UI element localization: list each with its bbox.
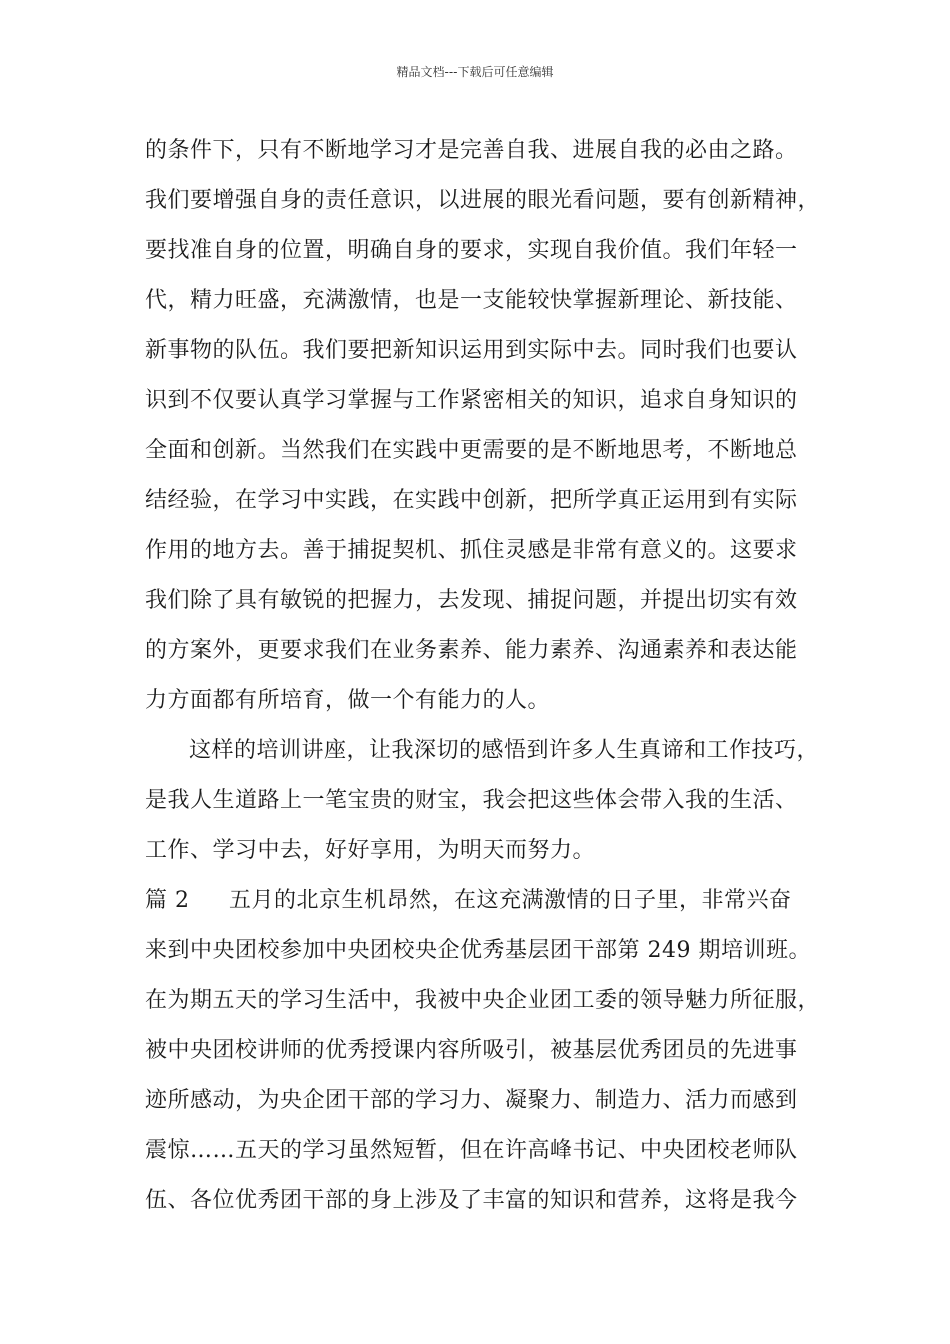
- text-line: 是我人生道路上一笔宝贵的财宝，我会把这些体会带入我的生活、: [145, 788, 798, 813]
- text-line: 来到中央团校参加中央团校央企优秀基层团干部第 249 期培训班。: [145, 938, 811, 963]
- text-line: 工作、学习中去，好好享用，为明天而努力。: [145, 838, 596, 863]
- text-line: 识到不仅要认真学习掌握与工作紧密相关的知识，追求自身知识的: [145, 388, 798, 413]
- text-line: 被中央团校讲师的优秀授课内容所吸引，被基层优秀团员的先进事: [145, 1038, 798, 1063]
- paragraph-start-line: 这样的培训讲座，让我深切的感悟到许多人生真谛和工作技巧，: [189, 738, 820, 763]
- section-label: 篇 2: [145, 888, 190, 913]
- text-line: 伍、各位优秀团干部的身上涉及了丰富的知识和营养，这将是我今: [145, 1188, 798, 1213]
- text-line: 结经验，在学习中实践，在实践中创新，把所学真正运用到有实际: [145, 488, 798, 513]
- text-line: 我们要增强自身的责任意识，以进展的眼光看问题，要有创新精神，: [145, 188, 821, 213]
- text-line: 作用的地方去。善于捕捉契机、抓住灵感是非常有意义的。这要求: [145, 538, 798, 563]
- section-start-line: [145, 876, 815, 926]
- text-line: 新事物的队伍。我们要把新知识运用到实际中去。同时我们也要认: [145, 338, 798, 363]
- page-header: 精品文档---下载后可任意编辑: [396, 65, 554, 79]
- text-line: 迹所感动，为央企团干部的学习力、凝聚力、制造力、活力而感到: [145, 1088, 798, 1113]
- text-line: 代，精力旺盛，充满激情，也是一支能较快掌握新理论、新技能、: [145, 288, 798, 313]
- text-line: 在为期五天的学习生活中，我被中央企业团工委的领导魅力所征服，: [145, 988, 821, 1013]
- text-line: 全面和创新。当然我们在实践中更需要的是不断地思考，不断地总: [145, 438, 798, 463]
- text-line: 我们除了具有敏锐的把握力，去发现、捕捉问题，并提出切实有效: [145, 588, 798, 613]
- document-body: [145, 126, 821, 1226]
- text-line: 力方面都有所培育，做一个有能力的人。: [145, 688, 551, 713]
- text-line: 要找准自身的位置，明确自身的要求，实现自我价值。我们年轻一: [145, 238, 798, 263]
- text-line: 的方案外，更要求我们在业务素养、能力素养、沟通素养和表达能: [145, 638, 798, 663]
- text-line: 震惊……五天的学习虽然短暂，但在许高峰书记、中央团校老师队: [145, 1138, 798, 1163]
- section-first-line-text: 五月的北京生机昂然，在这充满激情的日子里，非常兴奋: [229, 888, 792, 913]
- text-line: 的条件下，只有不断地学习才是完善自我、进展自我的必由之路。: [145, 138, 798, 163]
